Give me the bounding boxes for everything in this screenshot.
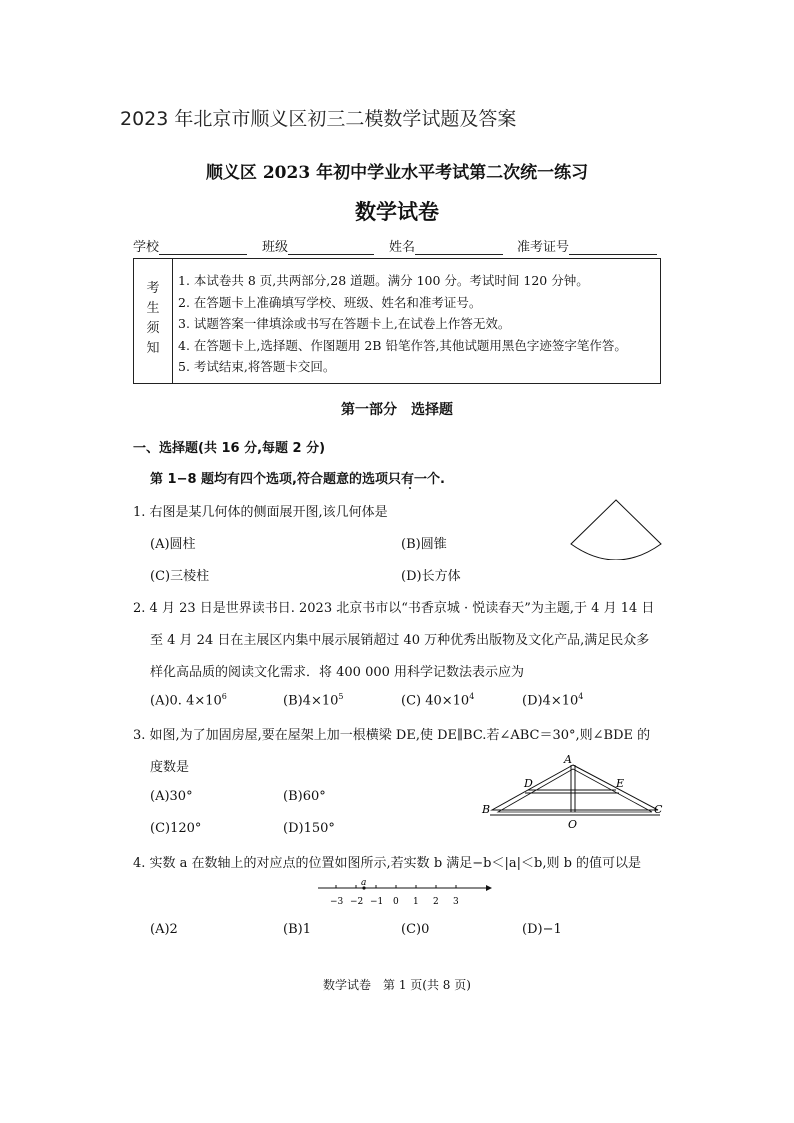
notice-item: 1. 本试卷共 8 页,共两部分,28 道题。满分 100 分。考试时间 120 分钟。 [178, 273, 589, 288]
exam-title: 顺义区 2023 年初中学业水平考试第二次统一练习 [205, 163, 589, 183]
q1-option-d: (D)长方体 [401, 569, 461, 584]
document-title: 2023 年北京市顺义区初三二模数学试题及答案 [120, 108, 517, 130]
part-title: 一、选择题(共 16 分,每题 2 分) [133, 441, 326, 456]
label-b: B [482, 803, 491, 816]
instruction: 第 1−8 题均有四个选项,符合题意的选项只有一个. [150, 472, 445, 487]
notice-item: 5. 考试结束,将答题卡交回。 [178, 359, 336, 374]
q3-line1: 3. 如图,为了加固房屋,要在屋架上加一根横梁 DE,使 DE∥BC.若∠ABC＝30°,则∠BDE 的 [133, 728, 651, 743]
tick-label: −3 [330, 897, 344, 907]
sector-figure [568, 498, 664, 560]
label-a: A [564, 753, 572, 766]
q3-option-b: (B)60° [283, 789, 326, 804]
q1-option-a: (A)圆柱 [150, 537, 196, 552]
info-name-label: 姓名 [389, 240, 416, 255]
label-e: E [616, 777, 625, 790]
notice-item: 4. 在答题卡上,选择题、作图题用 2B 铅笔作答,其他试题用黑色字迹签字笔作答。 [178, 337, 627, 353]
tick-label: 1 [413, 897, 419, 907]
q2-option-a: (A)0. $4\times 10^6$ [150, 692, 227, 709]
notice-side-char: 考 [146, 281, 160, 296]
q2-option-d: $(D)4\times 10^4$ [522, 692, 584, 709]
class-blank [288, 240, 374, 255]
info-class-label: 班级 [262, 240, 289, 255]
info-school [133, 236, 247, 255]
q4-stem: 4. 实数 a 在数轴上的对应点的位置如图所示,若实数 b 满足−b＜|a|＜b,则 b 的值可以是 [133, 856, 642, 871]
label-c: C [654, 803, 663, 816]
tick-label: −2 [350, 897, 364, 907]
tick-label: 2 [433, 897, 439, 907]
notice-item: 3. 试题答案一律填涂或书写在答题卡上,在试卷上作答无效。 [178, 316, 511, 331]
q4-option-b: (B)1 [283, 922, 311, 937]
tick-label: −1 [370, 897, 384, 907]
roof-truss-figure [478, 752, 668, 830]
tick-label: 0 [393, 897, 399, 907]
page-footer: 数学试卷 第 1 页(共 8 页) [323, 978, 471, 992]
notice-list [178, 270, 627, 378]
notice-side-char: 知 [146, 341, 160, 356]
q2-option-c: (C) $40\times 10^4$ [401, 692, 475, 709]
emphasis-dot [409, 487, 411, 489]
notice-item: 2. 在答题卡上准确填写学校、班级、姓名和准考证号。 [178, 294, 482, 310]
point-a-label: a [361, 878, 367, 888]
label-d: D [524, 777, 533, 790]
notice-side-char: 须 [146, 321, 160, 336]
section-title: 第一部分 选择题 [341, 402, 453, 418]
q1-option-c: (C)三棱柱 [150, 569, 210, 584]
q3-line2: 度数是 [150, 760, 190, 775]
school-blank [159, 240, 247, 255]
subject-title: 数学试卷 [355, 200, 439, 224]
info-class [262, 236, 374, 255]
info-school-label: 学校 [133, 240, 160, 255]
q3-option-c: (C)120° [150, 821, 202, 836]
notice-side [134, 259, 173, 383]
id-blank [569, 240, 657, 255]
number-line-figure [316, 878, 492, 908]
q4-option-c: (C)0 [401, 922, 430, 937]
q2-line2: 至 4 月 24 日在主展区内集中展示展销超过 40 万种优秀出版物及文化产品,满足民众多 [150, 633, 650, 648]
q3-option-d: (D)150° [283, 821, 335, 836]
q1-stem: 1. 右图是某几何体的侧面展开图,该几何体是 [133, 505, 388, 520]
info-id [517, 236, 657, 255]
notice-box [133, 258, 661, 384]
q4-option-a: (A)2 [150, 922, 178, 937]
notice-side-char: 生 [146, 301, 160, 316]
info-id-label: 准考证号 [517, 240, 570, 255]
q2-option-b: $(B)4\times 10^5$ [283, 692, 344, 709]
q2-line1: 2. 4 月 23 日是世界读书日. 2023 北京书市以“书香京城 · 悦读春天”为主题,于 4 月 14 日 [133, 601, 655, 616]
q3-option-a: (A)30° [150, 789, 193, 804]
tick-label: 3 [453, 897, 459, 907]
label-o: O [568, 818, 578, 830]
name-blank [415, 240, 503, 255]
q2-line3: 样化高品质的阅读文化需求．将 400 000 用科学记数法表示应为 [150, 665, 525, 680]
q4-option-d: (D)−1 [522, 922, 562, 937]
q1-option-b: (B)圆锥 [401, 537, 447, 552]
info-name [389, 236, 503, 255]
